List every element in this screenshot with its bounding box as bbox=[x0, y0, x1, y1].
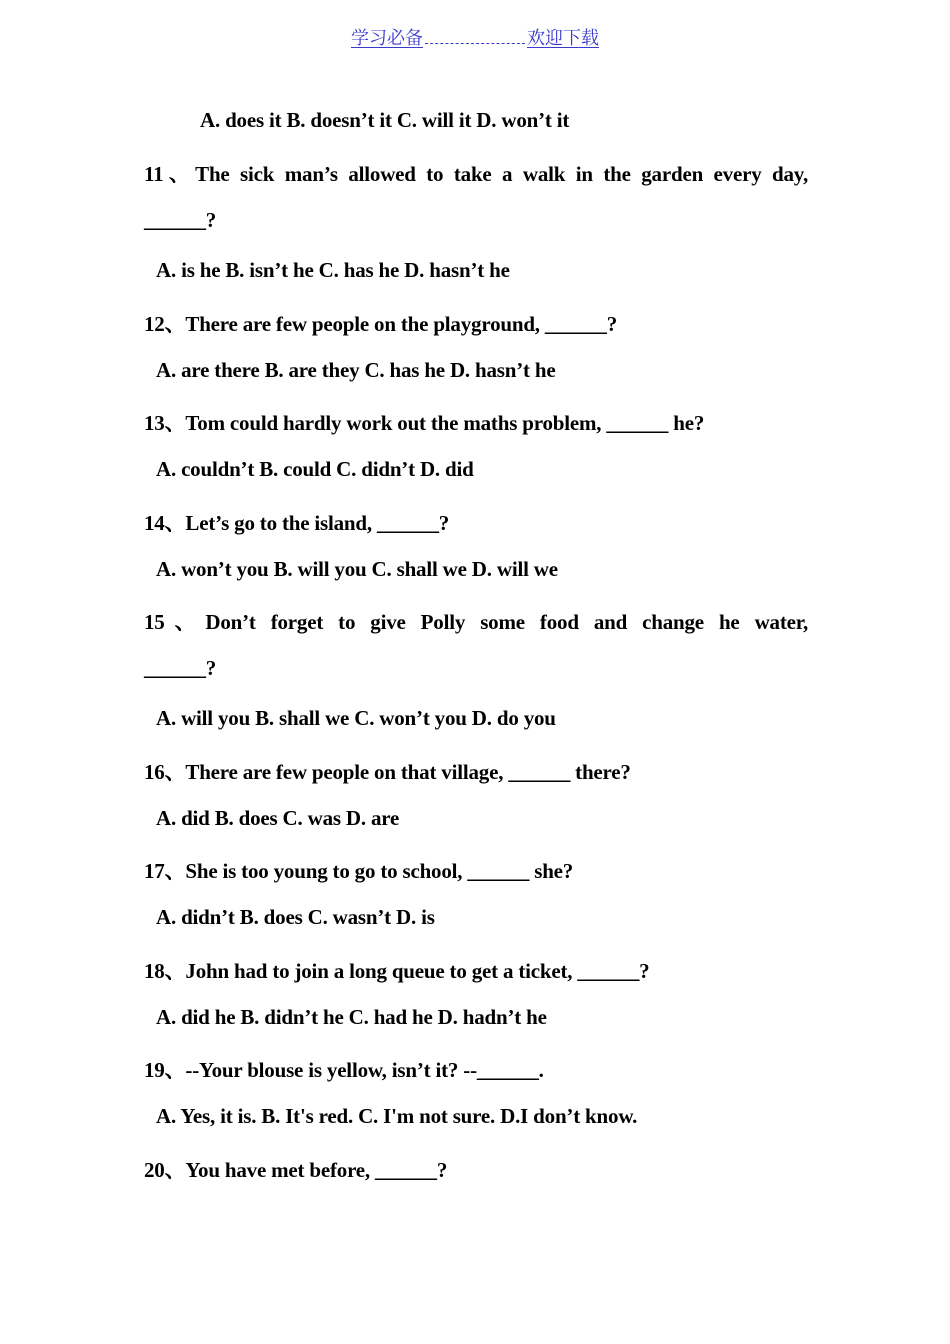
option-line-19: A. Yes, it is. B. It's red. C. I'm not sure. D.I don’t know. bbox=[156, 1104, 638, 1128]
option-line-10: A. does it B. doesn’t it C. will it D. won’t it bbox=[200, 108, 570, 132]
question-15-blank: ______? bbox=[144, 656, 217, 680]
question-11: 11、The sick man’s allowed to take a walk in the garden every day, bbox=[144, 162, 808, 186]
question-18: 18、John had to join a long queue to get a ticket, ______? bbox=[144, 959, 650, 983]
option-line-18: A. did he B. didn’t he C. had he D. hadn’t he bbox=[156, 1005, 547, 1029]
option-line-15: A. will you B. shall we C. won’t you D. do you bbox=[156, 706, 556, 730]
header-gap bbox=[425, 29, 525, 44]
header-right-text: 欢迎下载 bbox=[527, 28, 599, 49]
question-17: 17、She is too young to go to school, ______ she? bbox=[144, 859, 574, 883]
question-11-blank: ______? bbox=[144, 208, 217, 232]
question-20: 20、You have met before, ______? bbox=[144, 1158, 448, 1182]
question-12: 12、There are few people on the playground, ______? bbox=[144, 312, 618, 336]
option-line-11: A. is he B. isn’t he C. has he D. hasn’t he bbox=[156, 258, 510, 282]
question-13: 13、Tom could hardly work out the maths problem, ______ he? bbox=[144, 411, 705, 435]
question-15: 15、Don’t forget to give Polly some food and change he water, bbox=[144, 610, 808, 634]
option-line-17: A. didn’t B. does C. wasn’t D. is bbox=[156, 905, 435, 929]
question-19: 19、--Your blouse is yellow, isn’t it? --______. bbox=[144, 1058, 544, 1082]
question-14: 14、Let’s go to the island, ______? bbox=[144, 511, 450, 535]
option-line-13: A. couldn’t B. could C. didn’t D. did bbox=[156, 457, 474, 481]
option-line-12: A. are there B. are they C. has he D. hasn’t he bbox=[156, 358, 556, 382]
question-16: 16、There are few people on that village, ______ there? bbox=[144, 760, 631, 784]
option-line-16: A. did B. does C. was D. are bbox=[156, 806, 400, 830]
option-line-14: A. won’t you B. will you C. shall we D. will we bbox=[156, 557, 558, 581]
header-left-text: 学习必备 bbox=[351, 28, 423, 49]
page-header bbox=[0, 24, 950, 50]
